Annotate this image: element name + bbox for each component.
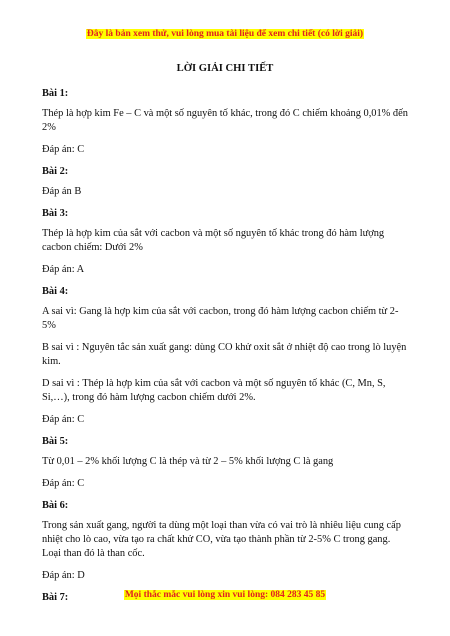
solution-section: [42, 87, 408, 157]
explanation-text: A sai vì: Gang là hợp kim của sắt với cacbon, trong đó hàm lượng cacbon chiếm từ 2-5%: [42, 306, 399, 331]
explanation-text: Trong sản xuất gang, người ta dùng một loại than vừa có vai trò là nhiêu liệu cung cấp nhiệt cho lò cao, vừa tạo ra chất khử CO, vừa tạo thành phần từ 2-5% C trong gang. Loại than đó là than cốc.: [42, 520, 401, 559]
answer-text: Đáp án B: [42, 186, 82, 197]
answer-text: Đáp án: C: [42, 414, 85, 425]
explanation-text: D sai vì : Thép là hợp kim của sắt với cacbon và một số nguyên tố khác (C, Mn, S, Si,…), trong đó hàm lượng cacbon chiếm dưới 2%.: [42, 378, 386, 403]
contact-notice-text: Mọi thắc mắc vui lòng xin vui lòng: 084 283 45 85: [124, 590, 326, 600]
explanation-text: Thép là hợp kim Fe – C và một số nguyên tố khác, trong đó C chiếm khoảng 0,01% đến 2%: [42, 108, 408, 133]
preview-notice-text: Đây là bản xem thử, vui lòng mua tài liệu để xem chi tiết (có lời giải): [86, 29, 364, 39]
solution-section: [42, 435, 408, 491]
solution-section: [42, 285, 408, 427]
explanation-text: B sai vì : Nguyên tắc sản xuất gang: dùng CO khử oxit sắt ở nhiệt độ cao trong lò luyện kim.: [42, 342, 407, 367]
answer-text: Đáp án: D: [42, 570, 85, 581]
section-heading: Bài 6:: [42, 500, 69, 511]
section-heading: Bài 5:: [42, 436, 69, 447]
explanation-text: Từ 0,01 – 2% khối lượng C là thép và từ 2 – 5% khối lượng C là gang: [42, 456, 334, 467]
section-heading: Bài 1:: [42, 88, 69, 99]
solutions-list: [42, 87, 408, 605]
solution-section: [42, 165, 408, 199]
section-heading: Bài 7:: [42, 592, 69, 603]
page-title: LỜI GIẢI CHI TIẾT: [176, 63, 274, 74]
document-body: [42, 62, 408, 611]
section-heading: Bài 2:: [42, 166, 69, 177]
preview-notice-banner: [0, 29, 450, 39]
contact-notice-banner: [0, 590, 450, 600]
answer-text: Đáp án: A: [42, 264, 85, 275]
solution-section: [42, 499, 408, 583]
solution-section: [42, 207, 408, 277]
answer-text: Đáp án: C: [42, 144, 85, 155]
answer-text: Đáp án: C: [42, 478, 85, 489]
section-heading: Bài 4:: [42, 286, 69, 297]
section-heading: Bài 3:: [42, 208, 69, 219]
explanation-text: Thép là hợp kim của sắt với cacbon và một số nguyên tố khác trong đó hàm lượng cacbon chiếm: Dưới 2%: [42, 228, 385, 253]
